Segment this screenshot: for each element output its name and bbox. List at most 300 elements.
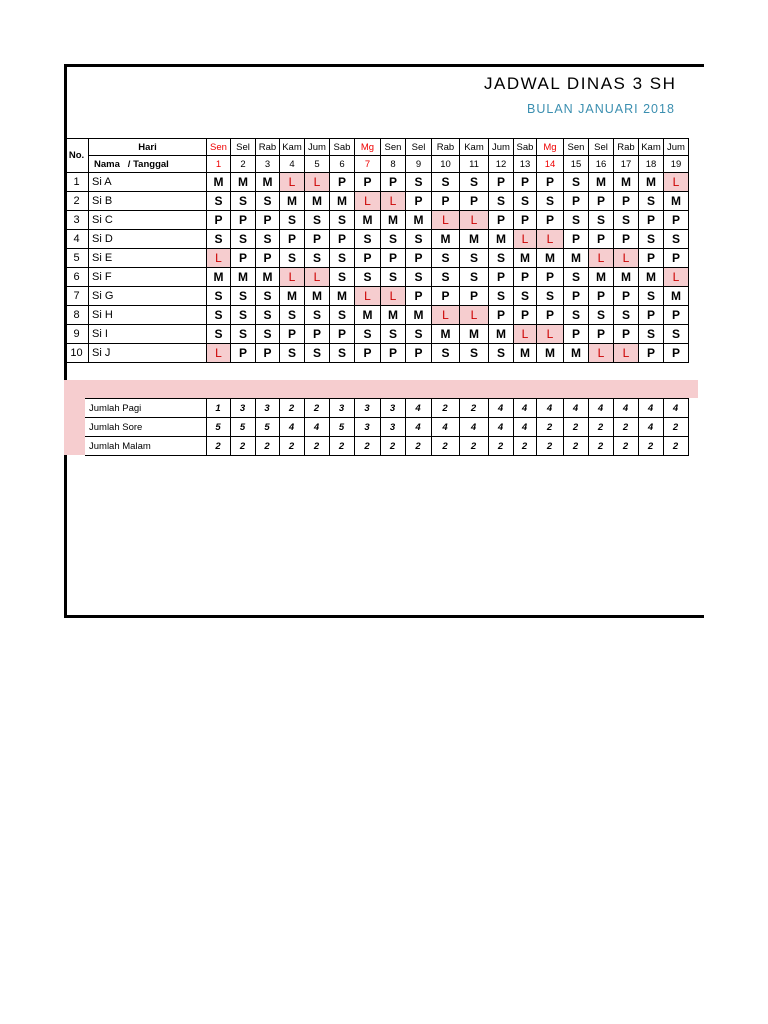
shift-cell: L bbox=[664, 268, 689, 287]
shift-cell: S bbox=[639, 192, 664, 211]
shift-cell: S bbox=[406, 325, 432, 344]
summary-value: 2 bbox=[255, 437, 279, 456]
table-row bbox=[65, 325, 689, 344]
shift-cell: P bbox=[664, 211, 689, 230]
shift-cell: M bbox=[514, 344, 537, 363]
shift-cell: S bbox=[207, 325, 231, 344]
shift-cell: S bbox=[231, 306, 256, 325]
shift-cell: S bbox=[207, 192, 231, 211]
day-header: Kam bbox=[280, 139, 305, 156]
header-days-row bbox=[65, 139, 689, 156]
date-header: 17 bbox=[614, 156, 639, 173]
summary-value: 2 bbox=[613, 437, 638, 456]
summary-value: 2 bbox=[638, 437, 663, 456]
table-row bbox=[65, 306, 689, 325]
shift-cell: P bbox=[564, 192, 589, 211]
shift-cell: P bbox=[330, 230, 355, 249]
shift-cell: M bbox=[381, 306, 406, 325]
shift-cell: P bbox=[330, 173, 355, 192]
shift-cell: M bbox=[330, 192, 355, 211]
shift-cell: M bbox=[406, 211, 432, 230]
summary-value: 2 bbox=[431, 399, 459, 418]
date-header: 12 bbox=[489, 156, 514, 173]
shift-cell: S bbox=[639, 230, 664, 249]
shift-cell: S bbox=[460, 344, 489, 363]
staff-name: Si C bbox=[89, 211, 207, 230]
summary-value: 4 bbox=[405, 399, 431, 418]
shift-cell: P bbox=[664, 249, 689, 268]
table-row bbox=[65, 268, 689, 287]
day-header: Mg bbox=[537, 139, 564, 156]
shift-cell: S bbox=[489, 249, 514, 268]
shift-cell: S bbox=[330, 268, 355, 287]
shift-cell: L bbox=[305, 173, 330, 192]
summary-value: 5 bbox=[329, 418, 354, 437]
shift-cell: P bbox=[256, 211, 280, 230]
shift-cell: P bbox=[589, 192, 614, 211]
summary-value: 4 bbox=[588, 399, 613, 418]
date-header: 15 bbox=[564, 156, 589, 173]
table-row bbox=[65, 192, 689, 211]
summary-value: 2 bbox=[663, 418, 688, 437]
summary-row bbox=[85, 399, 688, 418]
summary-value: 2 bbox=[304, 399, 329, 418]
day-header: Rab bbox=[256, 139, 280, 156]
summary-value: 5 bbox=[230, 418, 255, 437]
shift-cell: P bbox=[614, 192, 639, 211]
shift-cell: P bbox=[489, 211, 514, 230]
hari-header: Hari bbox=[89, 139, 207, 156]
shift-cell: P bbox=[207, 211, 231, 230]
summary-value: 4 bbox=[304, 418, 329, 437]
summary-value: 2 bbox=[380, 437, 405, 456]
shift-cell: S bbox=[280, 344, 305, 363]
shift-cell: S bbox=[256, 230, 280, 249]
shift-cell: M bbox=[639, 268, 664, 287]
page-subtitle: BULAN JANUARI 2018 bbox=[527, 102, 675, 116]
summary-value: 2 bbox=[279, 437, 304, 456]
date-header: 10 bbox=[432, 156, 460, 173]
shift-cell: P bbox=[231, 344, 256, 363]
shift-cell: S bbox=[381, 325, 406, 344]
day-header: Mg bbox=[355, 139, 381, 156]
summary-value: 4 bbox=[279, 418, 304, 437]
summary-row bbox=[85, 418, 688, 437]
shift-cell: P bbox=[589, 325, 614, 344]
shift-cell: S bbox=[537, 192, 564, 211]
shift-cell: L bbox=[589, 344, 614, 363]
shift-cell: M bbox=[589, 173, 614, 192]
shift-cell: P bbox=[514, 306, 537, 325]
shift-cell: M bbox=[280, 287, 305, 306]
shift-cell: M bbox=[207, 268, 231, 287]
summary-value: 2 bbox=[588, 418, 613, 437]
shift-cell: S bbox=[381, 230, 406, 249]
shift-cell: M bbox=[355, 211, 381, 230]
day-header: Rab bbox=[432, 139, 460, 156]
shift-cell: P bbox=[489, 173, 514, 192]
table-row bbox=[65, 211, 689, 230]
shift-cell: M bbox=[564, 249, 589, 268]
shift-cell: M bbox=[460, 230, 489, 249]
staff-name: Si F bbox=[89, 268, 207, 287]
row-number: 1 bbox=[65, 173, 89, 192]
shift-cell: L bbox=[355, 287, 381, 306]
shift-cell: S bbox=[614, 211, 639, 230]
summary-value: 3 bbox=[354, 418, 380, 437]
no-header: No. bbox=[65, 139, 89, 173]
date-header: 18 bbox=[639, 156, 664, 173]
shift-cell: S bbox=[256, 192, 280, 211]
shift-cell: M bbox=[460, 325, 489, 344]
shift-cell: L bbox=[460, 211, 489, 230]
header-dates-row bbox=[65, 156, 689, 173]
shift-cell: S bbox=[639, 287, 664, 306]
summary-value: 4 bbox=[638, 399, 663, 418]
day-header: Sel bbox=[231, 139, 256, 156]
shift-cell: M bbox=[207, 173, 231, 192]
staff-name: Si J bbox=[89, 344, 207, 363]
shift-cell: P bbox=[256, 344, 280, 363]
row-number: 4 bbox=[65, 230, 89, 249]
shift-cell: S bbox=[564, 306, 589, 325]
day-header: Jum bbox=[664, 139, 689, 156]
shift-cell: S bbox=[432, 344, 460, 363]
summary-value: 2 bbox=[459, 437, 488, 456]
date-header: 11 bbox=[460, 156, 489, 173]
day-header: Jum bbox=[305, 139, 330, 156]
day-header: Sel bbox=[406, 139, 432, 156]
shift-cell: P bbox=[537, 306, 564, 325]
shift-cell: M bbox=[489, 325, 514, 344]
shift-cell: M bbox=[664, 287, 689, 306]
shift-cell: L bbox=[305, 268, 330, 287]
shift-cell: P bbox=[305, 230, 330, 249]
shift-cell: S bbox=[207, 287, 231, 306]
shift-cell: P bbox=[406, 192, 432, 211]
shift-cell: S bbox=[489, 344, 514, 363]
shift-cell: M bbox=[537, 249, 564, 268]
summary-value: 2 bbox=[613, 418, 638, 437]
staff-name: Si H bbox=[89, 306, 207, 325]
shift-cell: P bbox=[432, 287, 460, 306]
summary-value: 4 bbox=[663, 399, 688, 418]
row-number: 10 bbox=[65, 344, 89, 363]
shift-cell: L bbox=[207, 344, 231, 363]
shift-cell: S bbox=[231, 287, 256, 306]
table-row bbox=[65, 344, 689, 363]
shift-cell: P bbox=[664, 306, 689, 325]
date-header: 5 bbox=[305, 156, 330, 173]
shift-cell: P bbox=[639, 211, 664, 230]
table-row bbox=[65, 249, 689, 268]
shift-cell: S bbox=[614, 306, 639, 325]
shift-cell: S bbox=[564, 268, 589, 287]
shift-cell: S bbox=[432, 268, 460, 287]
shift-cell: M bbox=[355, 306, 381, 325]
shift-cell: L bbox=[664, 173, 689, 192]
table-row bbox=[65, 173, 689, 192]
staff-name: Si B bbox=[89, 192, 207, 211]
shift-cell: S bbox=[432, 173, 460, 192]
shift-cell: L bbox=[381, 287, 406, 306]
staff-name: Si G bbox=[89, 287, 207, 306]
summary-value: 4 bbox=[405, 418, 431, 437]
summary-value: 2 bbox=[588, 437, 613, 456]
shift-cell: P bbox=[406, 344, 432, 363]
shift-cell: S bbox=[406, 173, 432, 192]
shift-cell: L bbox=[514, 230, 537, 249]
table-row bbox=[65, 230, 689, 249]
shift-cell: M bbox=[256, 268, 280, 287]
shift-cell: P bbox=[381, 173, 406, 192]
shift-cell: P bbox=[564, 325, 589, 344]
summary-value: 2 bbox=[329, 437, 354, 456]
summary-value: 3 bbox=[230, 399, 255, 418]
shift-cell: M bbox=[589, 268, 614, 287]
shift-cell: P bbox=[614, 325, 639, 344]
summary-value: 2 bbox=[354, 437, 380, 456]
summary-value: 2 bbox=[488, 437, 513, 456]
shift-cell: S bbox=[460, 173, 489, 192]
shift-cell: P bbox=[537, 211, 564, 230]
shift-cell: M bbox=[381, 211, 406, 230]
shift-cell: S bbox=[207, 230, 231, 249]
summary-value: 2 bbox=[536, 418, 563, 437]
summary-value: 5 bbox=[255, 418, 279, 437]
shift-cell: S bbox=[381, 268, 406, 287]
shift-cell: S bbox=[330, 249, 355, 268]
day-header: Sab bbox=[514, 139, 537, 156]
date-header: 14 bbox=[537, 156, 564, 173]
shift-cell: L bbox=[614, 249, 639, 268]
shift-cell: S bbox=[256, 287, 280, 306]
summary-value: 4 bbox=[459, 418, 488, 437]
shift-cell: P bbox=[231, 211, 256, 230]
shift-cell: L bbox=[460, 306, 489, 325]
summary-value: 3 bbox=[380, 399, 405, 418]
day-header: Kam bbox=[460, 139, 489, 156]
shift-cell: M bbox=[305, 287, 330, 306]
date-header: 1 bbox=[207, 156, 231, 173]
date-header: 9 bbox=[406, 156, 432, 173]
shift-cell: P bbox=[514, 268, 537, 287]
shift-cell: S bbox=[305, 306, 330, 325]
summary-value: 2 bbox=[663, 437, 688, 456]
shift-cell: M bbox=[231, 173, 256, 192]
shift-cell: P bbox=[614, 230, 639, 249]
shift-cell: S bbox=[589, 306, 614, 325]
summary-value: 4 bbox=[613, 399, 638, 418]
shift-cell: S bbox=[305, 211, 330, 230]
table-row bbox=[65, 287, 689, 306]
shift-cell: P bbox=[514, 173, 537, 192]
summary-value: 2 bbox=[431, 437, 459, 456]
date-header: 8 bbox=[381, 156, 406, 173]
shift-cell: S bbox=[330, 211, 355, 230]
shift-cell: S bbox=[460, 268, 489, 287]
date-header: 6 bbox=[330, 156, 355, 173]
shift-cell: P bbox=[280, 325, 305, 344]
summary-side-band bbox=[64, 398, 85, 455]
shift-cell: L bbox=[280, 173, 305, 192]
shift-cell: M bbox=[639, 173, 664, 192]
shift-cell: P bbox=[305, 325, 330, 344]
shift-cell: S bbox=[489, 287, 514, 306]
shift-cell: S bbox=[207, 306, 231, 325]
summary-value: 4 bbox=[488, 418, 513, 437]
summary-value: 4 bbox=[513, 418, 536, 437]
shift-cell: S bbox=[355, 325, 381, 344]
shift-cell: P bbox=[489, 306, 514, 325]
staff-name: Si D bbox=[89, 230, 207, 249]
shift-cell: L bbox=[355, 192, 381, 211]
shift-cell: S bbox=[406, 268, 432, 287]
day-header: Rab bbox=[614, 139, 639, 156]
date-header: 19 bbox=[664, 156, 689, 173]
shift-cell: M bbox=[614, 268, 639, 287]
shift-cell: S bbox=[460, 249, 489, 268]
day-header: Jum bbox=[489, 139, 514, 156]
shift-cell: P bbox=[639, 249, 664, 268]
shift-cell: M bbox=[432, 230, 460, 249]
shift-cell: P bbox=[256, 249, 280, 268]
summary-table bbox=[85, 398, 689, 456]
shift-cell: P bbox=[589, 230, 614, 249]
summary-value: 2 bbox=[563, 418, 588, 437]
shift-cell: S bbox=[280, 211, 305, 230]
day-header: Kam bbox=[639, 139, 664, 156]
shift-cell: L bbox=[280, 268, 305, 287]
shift-cell: S bbox=[489, 192, 514, 211]
shift-cell: P bbox=[432, 192, 460, 211]
summary-value: 5 bbox=[206, 418, 230, 437]
shift-cell: M bbox=[406, 306, 432, 325]
shift-cell: L bbox=[537, 325, 564, 344]
summary-value: 1 bbox=[206, 399, 230, 418]
shift-cell: S bbox=[231, 192, 256, 211]
shift-cell: P bbox=[564, 287, 589, 306]
shift-cell: S bbox=[664, 325, 689, 344]
shift-cell: S bbox=[514, 287, 537, 306]
shift-cell: P bbox=[514, 211, 537, 230]
shift-cell: M bbox=[664, 192, 689, 211]
summary-value: 4 bbox=[431, 418, 459, 437]
shift-cell: M bbox=[537, 344, 564, 363]
shift-cell: P bbox=[489, 268, 514, 287]
shift-cell: S bbox=[330, 344, 355, 363]
shift-cell: L bbox=[514, 325, 537, 344]
shift-cell: P bbox=[330, 325, 355, 344]
shift-cell: P bbox=[406, 287, 432, 306]
staff-name: Si E bbox=[89, 249, 207, 268]
shift-cell: L bbox=[537, 230, 564, 249]
shift-cell: S bbox=[256, 325, 280, 344]
shift-cell: P bbox=[564, 230, 589, 249]
shift-cell: S bbox=[305, 249, 330, 268]
row-number: 3 bbox=[65, 211, 89, 230]
summary-value: 3 bbox=[354, 399, 380, 418]
shift-cell: S bbox=[514, 192, 537, 211]
shift-cell: P bbox=[406, 249, 432, 268]
summary-value: 3 bbox=[380, 418, 405, 437]
shift-cell: P bbox=[639, 344, 664, 363]
shift-cell: P bbox=[614, 287, 639, 306]
shift-cell: L bbox=[589, 249, 614, 268]
summary-value: 3 bbox=[329, 399, 354, 418]
day-header: Sen bbox=[564, 139, 589, 156]
shift-cell: L bbox=[432, 306, 460, 325]
shift-cell: M bbox=[564, 344, 589, 363]
shift-cell: M bbox=[489, 230, 514, 249]
shift-cell: S bbox=[639, 325, 664, 344]
day-header: Sab bbox=[330, 139, 355, 156]
shift-cell: P bbox=[280, 230, 305, 249]
shift-cell: M bbox=[432, 325, 460, 344]
schedule-table bbox=[64, 138, 689, 363]
shift-cell: P bbox=[381, 249, 406, 268]
shift-cell: S bbox=[355, 230, 381, 249]
shift-cell: S bbox=[256, 306, 280, 325]
summary-value: 4 bbox=[488, 399, 513, 418]
summary-value: 2 bbox=[304, 437, 329, 456]
date-header: 4 bbox=[280, 156, 305, 173]
summary-value: 2 bbox=[206, 437, 230, 456]
summary-label: Jumlah Sore bbox=[85, 418, 206, 437]
shift-cell: S bbox=[231, 230, 256, 249]
shift-cell: S bbox=[537, 287, 564, 306]
staff-name: Si I bbox=[89, 325, 207, 344]
shift-cell: M bbox=[514, 249, 537, 268]
summary-value: 2 bbox=[563, 437, 588, 456]
summary-value: 4 bbox=[563, 399, 588, 418]
shift-cell: S bbox=[305, 344, 330, 363]
shift-cell: L bbox=[614, 344, 639, 363]
shift-cell: M bbox=[614, 173, 639, 192]
shift-cell: P bbox=[381, 344, 406, 363]
summary-value: 2 bbox=[405, 437, 431, 456]
summary-value: 3 bbox=[255, 399, 279, 418]
shift-cell: P bbox=[231, 249, 256, 268]
shift-cell: P bbox=[355, 249, 381, 268]
summary-label: Jumlah Malam bbox=[85, 437, 206, 456]
shift-cell: S bbox=[280, 249, 305, 268]
shift-cell: S bbox=[280, 306, 305, 325]
shift-cell: S bbox=[231, 325, 256, 344]
separator-band bbox=[64, 380, 698, 398]
shift-cell: P bbox=[664, 344, 689, 363]
staff-name: Si A bbox=[89, 173, 207, 192]
shift-cell: M bbox=[256, 173, 280, 192]
shift-cell: S bbox=[564, 211, 589, 230]
shift-cell: M bbox=[280, 192, 305, 211]
shift-cell: P bbox=[355, 173, 381, 192]
summary-value: 4 bbox=[638, 418, 663, 437]
row-number: 6 bbox=[65, 268, 89, 287]
date-header: 3 bbox=[256, 156, 280, 173]
day-header: Sen bbox=[207, 139, 231, 156]
shift-cell: P bbox=[537, 173, 564, 192]
summary-row bbox=[85, 437, 688, 456]
row-number: 8 bbox=[65, 306, 89, 325]
summary-label: Jumlah Pagi bbox=[85, 399, 206, 418]
shift-cell: L bbox=[381, 192, 406, 211]
shift-cell: M bbox=[231, 268, 256, 287]
shift-cell: P bbox=[355, 344, 381, 363]
summary-value: 2 bbox=[279, 399, 304, 418]
sheet-area bbox=[64, 64, 698, 620]
shift-cell: S bbox=[664, 230, 689, 249]
